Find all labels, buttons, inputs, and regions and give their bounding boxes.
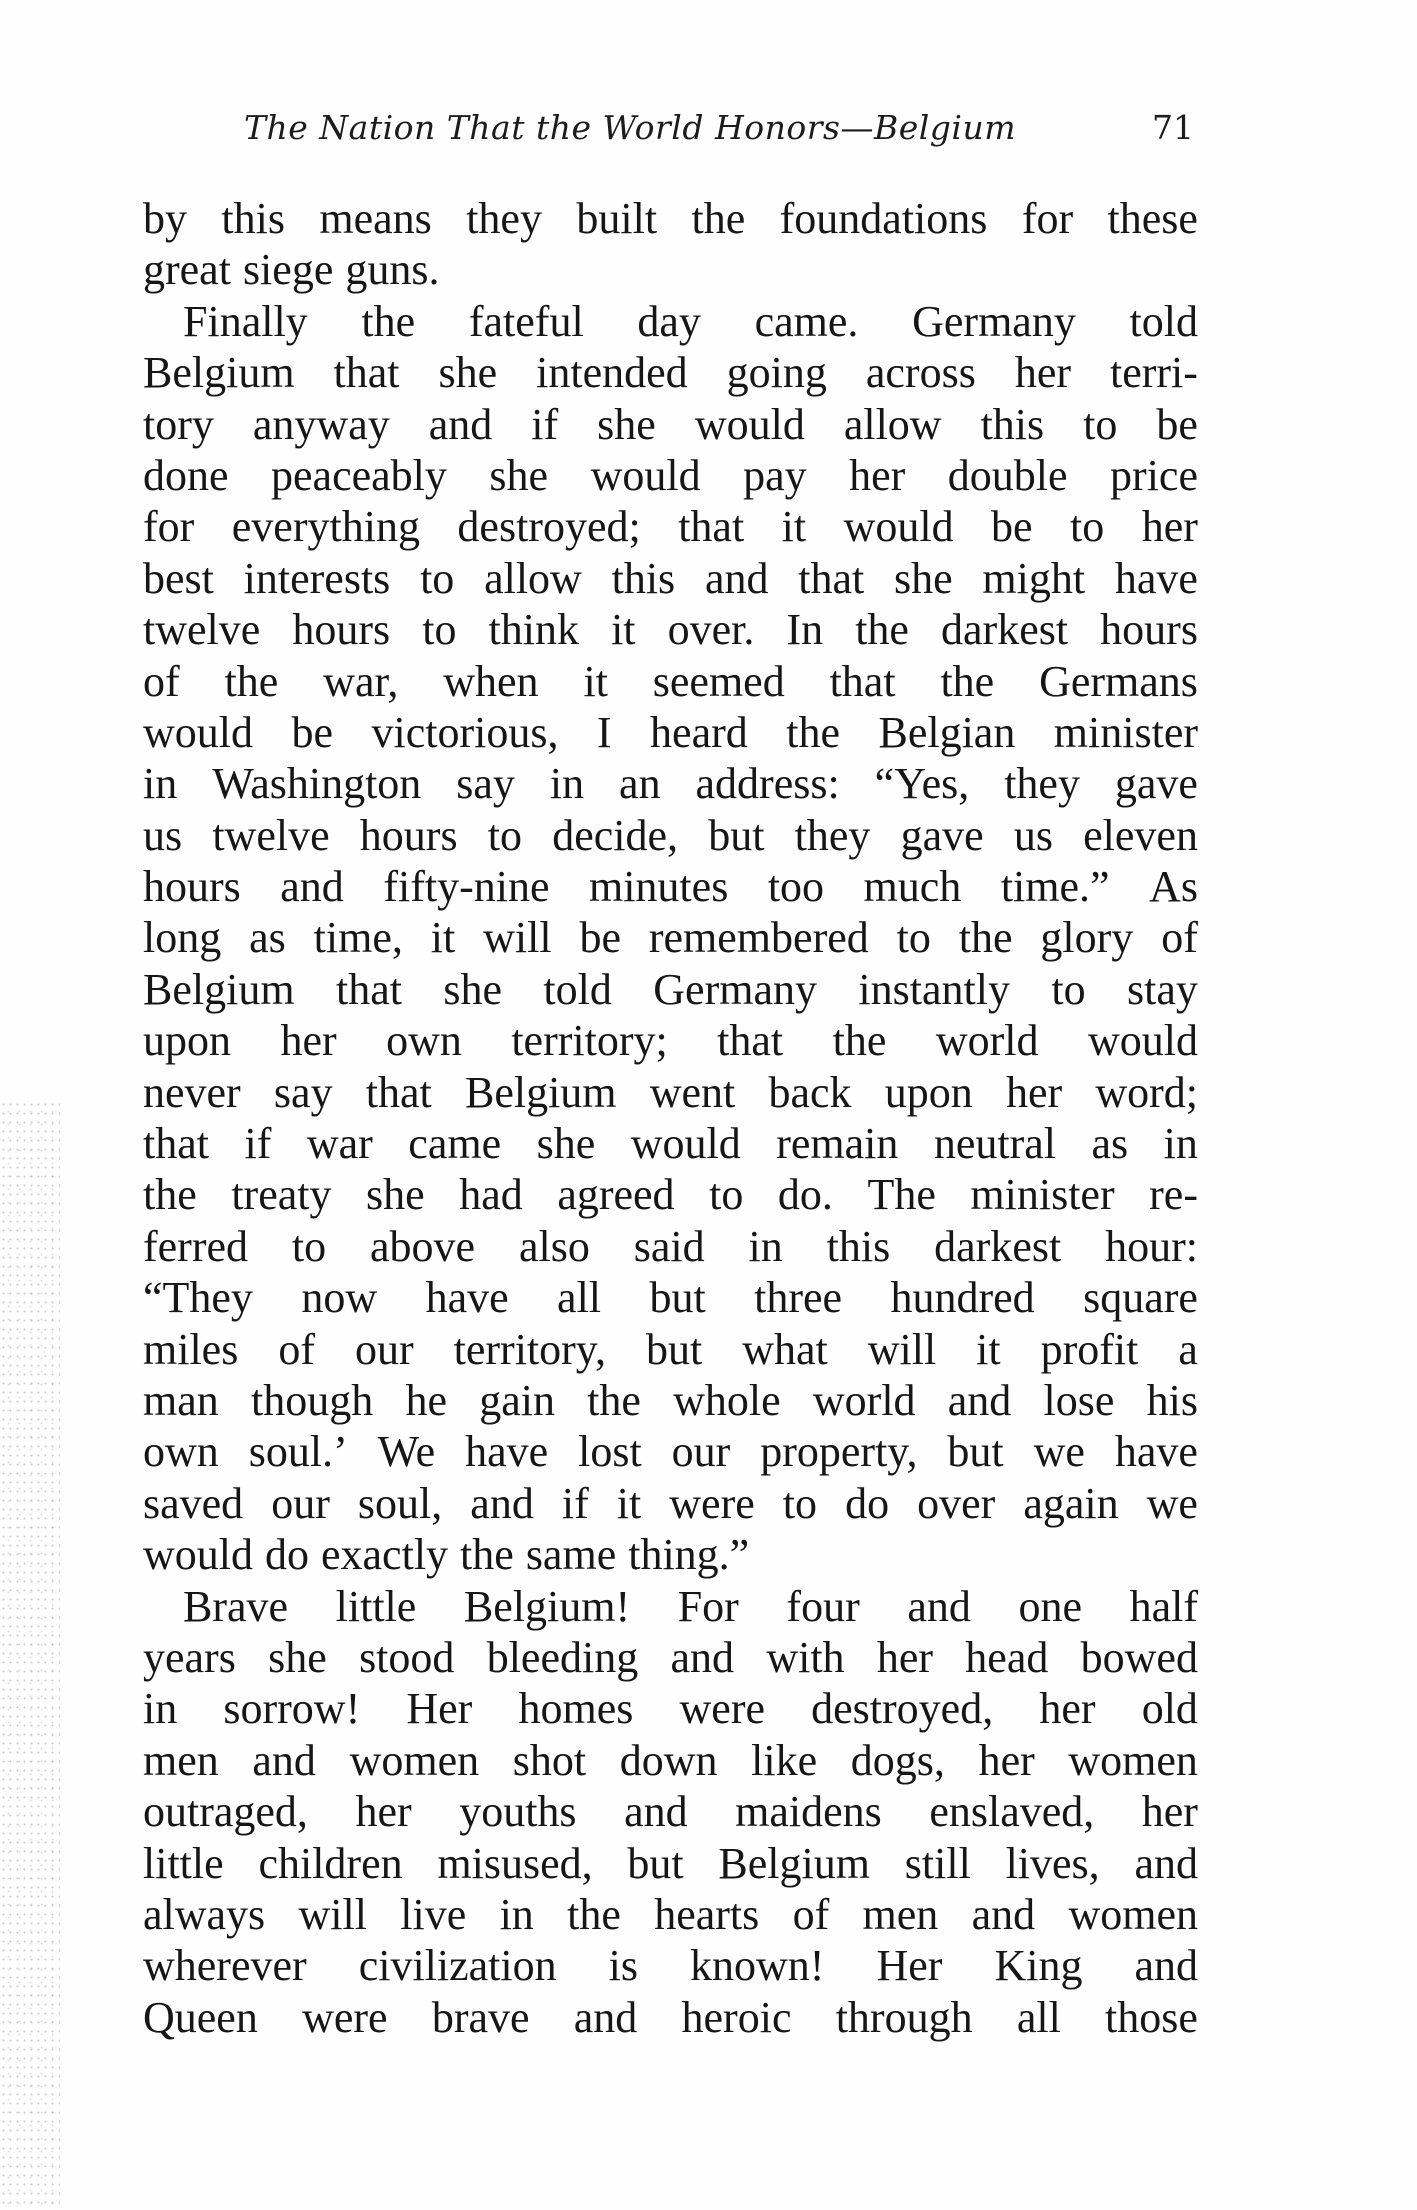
page-number: 71 <box>1152 108 1194 147</box>
text-line: Finally the fateful day came. Germany told <box>183 296 1198 346</box>
text-line: always will live in the hearts of men and women <box>143 1889 1198 1939</box>
text-line: hours and fifty-nine minutes too much time.” As <box>143 862 1198 912</box>
text-line: long as time, it will be remembered to the glory of <box>143 913 1198 963</box>
text-line: Brave little Belgium! For four and one half <box>183 1581 1198 1631</box>
text-line: us twelve hours to decide, but they gave us eleven <box>143 810 1198 860</box>
text-line: twelve hours to think it over. In the darkest hours <box>143 605 1198 655</box>
body-text <box>143 193 1198 2043</box>
text-line: Belgium that she intended going across her terri- <box>143 348 1198 398</box>
text-line: Queen were brave and heroic through all those <box>143 1992 1198 2042</box>
text-line: men and women shot down like dogs, her women <box>143 1735 1198 1785</box>
text-line: done peaceably she would pay her double price <box>143 450 1198 500</box>
text-line: upon her own territory; that the world would <box>143 1016 1198 1066</box>
text-line: great siege guns. <box>143 245 440 295</box>
text-line: “They now have all but three hundred square <box>143 1273 1198 1323</box>
text-line: would be victorious, I heard the Belgian minister <box>143 707 1198 757</box>
text-line: miles of our territory, but what will it profit a <box>143 1324 1198 1374</box>
text-line: never say that Belgium went back upon her word; <box>143 1067 1198 1117</box>
text-line: ferred to above also said in this darkest hour: <box>143 1221 1198 1271</box>
text-line: for everything destroyed; that it would be to her <box>143 502 1198 552</box>
text-line: outraged, her youths and maidens enslaved, her <box>143 1787 1198 1837</box>
text-line: in sorrow! Her homes were destroyed, her old <box>143 1684 1198 1734</box>
text-line: own soul.’ We have lost our property, but we have <box>143 1427 1198 1477</box>
running-title: The Nation That the World Honors—Belgium <box>244 108 1017 147</box>
text-line: saved our soul, and if it were to do over again we <box>143 1478 1198 1528</box>
text-line: that if war came she would remain neutral as in <box>143 1119 1198 1169</box>
text-line: wherever civilization is known! Her King and <box>143 1941 1198 1991</box>
text-line: in Washington say in an address: “Yes, they gave <box>143 759 1198 809</box>
text-line: tory anyway and if she would allow this to be <box>143 399 1198 449</box>
text-line: little children misused, but Belgium still lives, and <box>143 1838 1198 1888</box>
text-line: of the war, when it seemed that the Germans <box>143 656 1198 706</box>
paper-speckle-texture <box>0 1100 60 2210</box>
text-line: the treaty she had agreed to do. The minister re- <box>143 1170 1198 1220</box>
running-head <box>244 100 1194 156</box>
text-line: years she stood bleeding and with her head bowed <box>143 1632 1198 1682</box>
text-line: Belgium that she told Germany instantly to stay <box>143 964 1198 1014</box>
text-line: best interests to allow this and that she might have <box>143 553 1198 603</box>
text-line: by this means they built the foundations for these <box>143 194 1198 243</box>
text-line: would do exactly the same thing.” <box>143 1530 750 1580</box>
text-line: man though he gain the whole world and lose his <box>143 1375 1198 1425</box>
